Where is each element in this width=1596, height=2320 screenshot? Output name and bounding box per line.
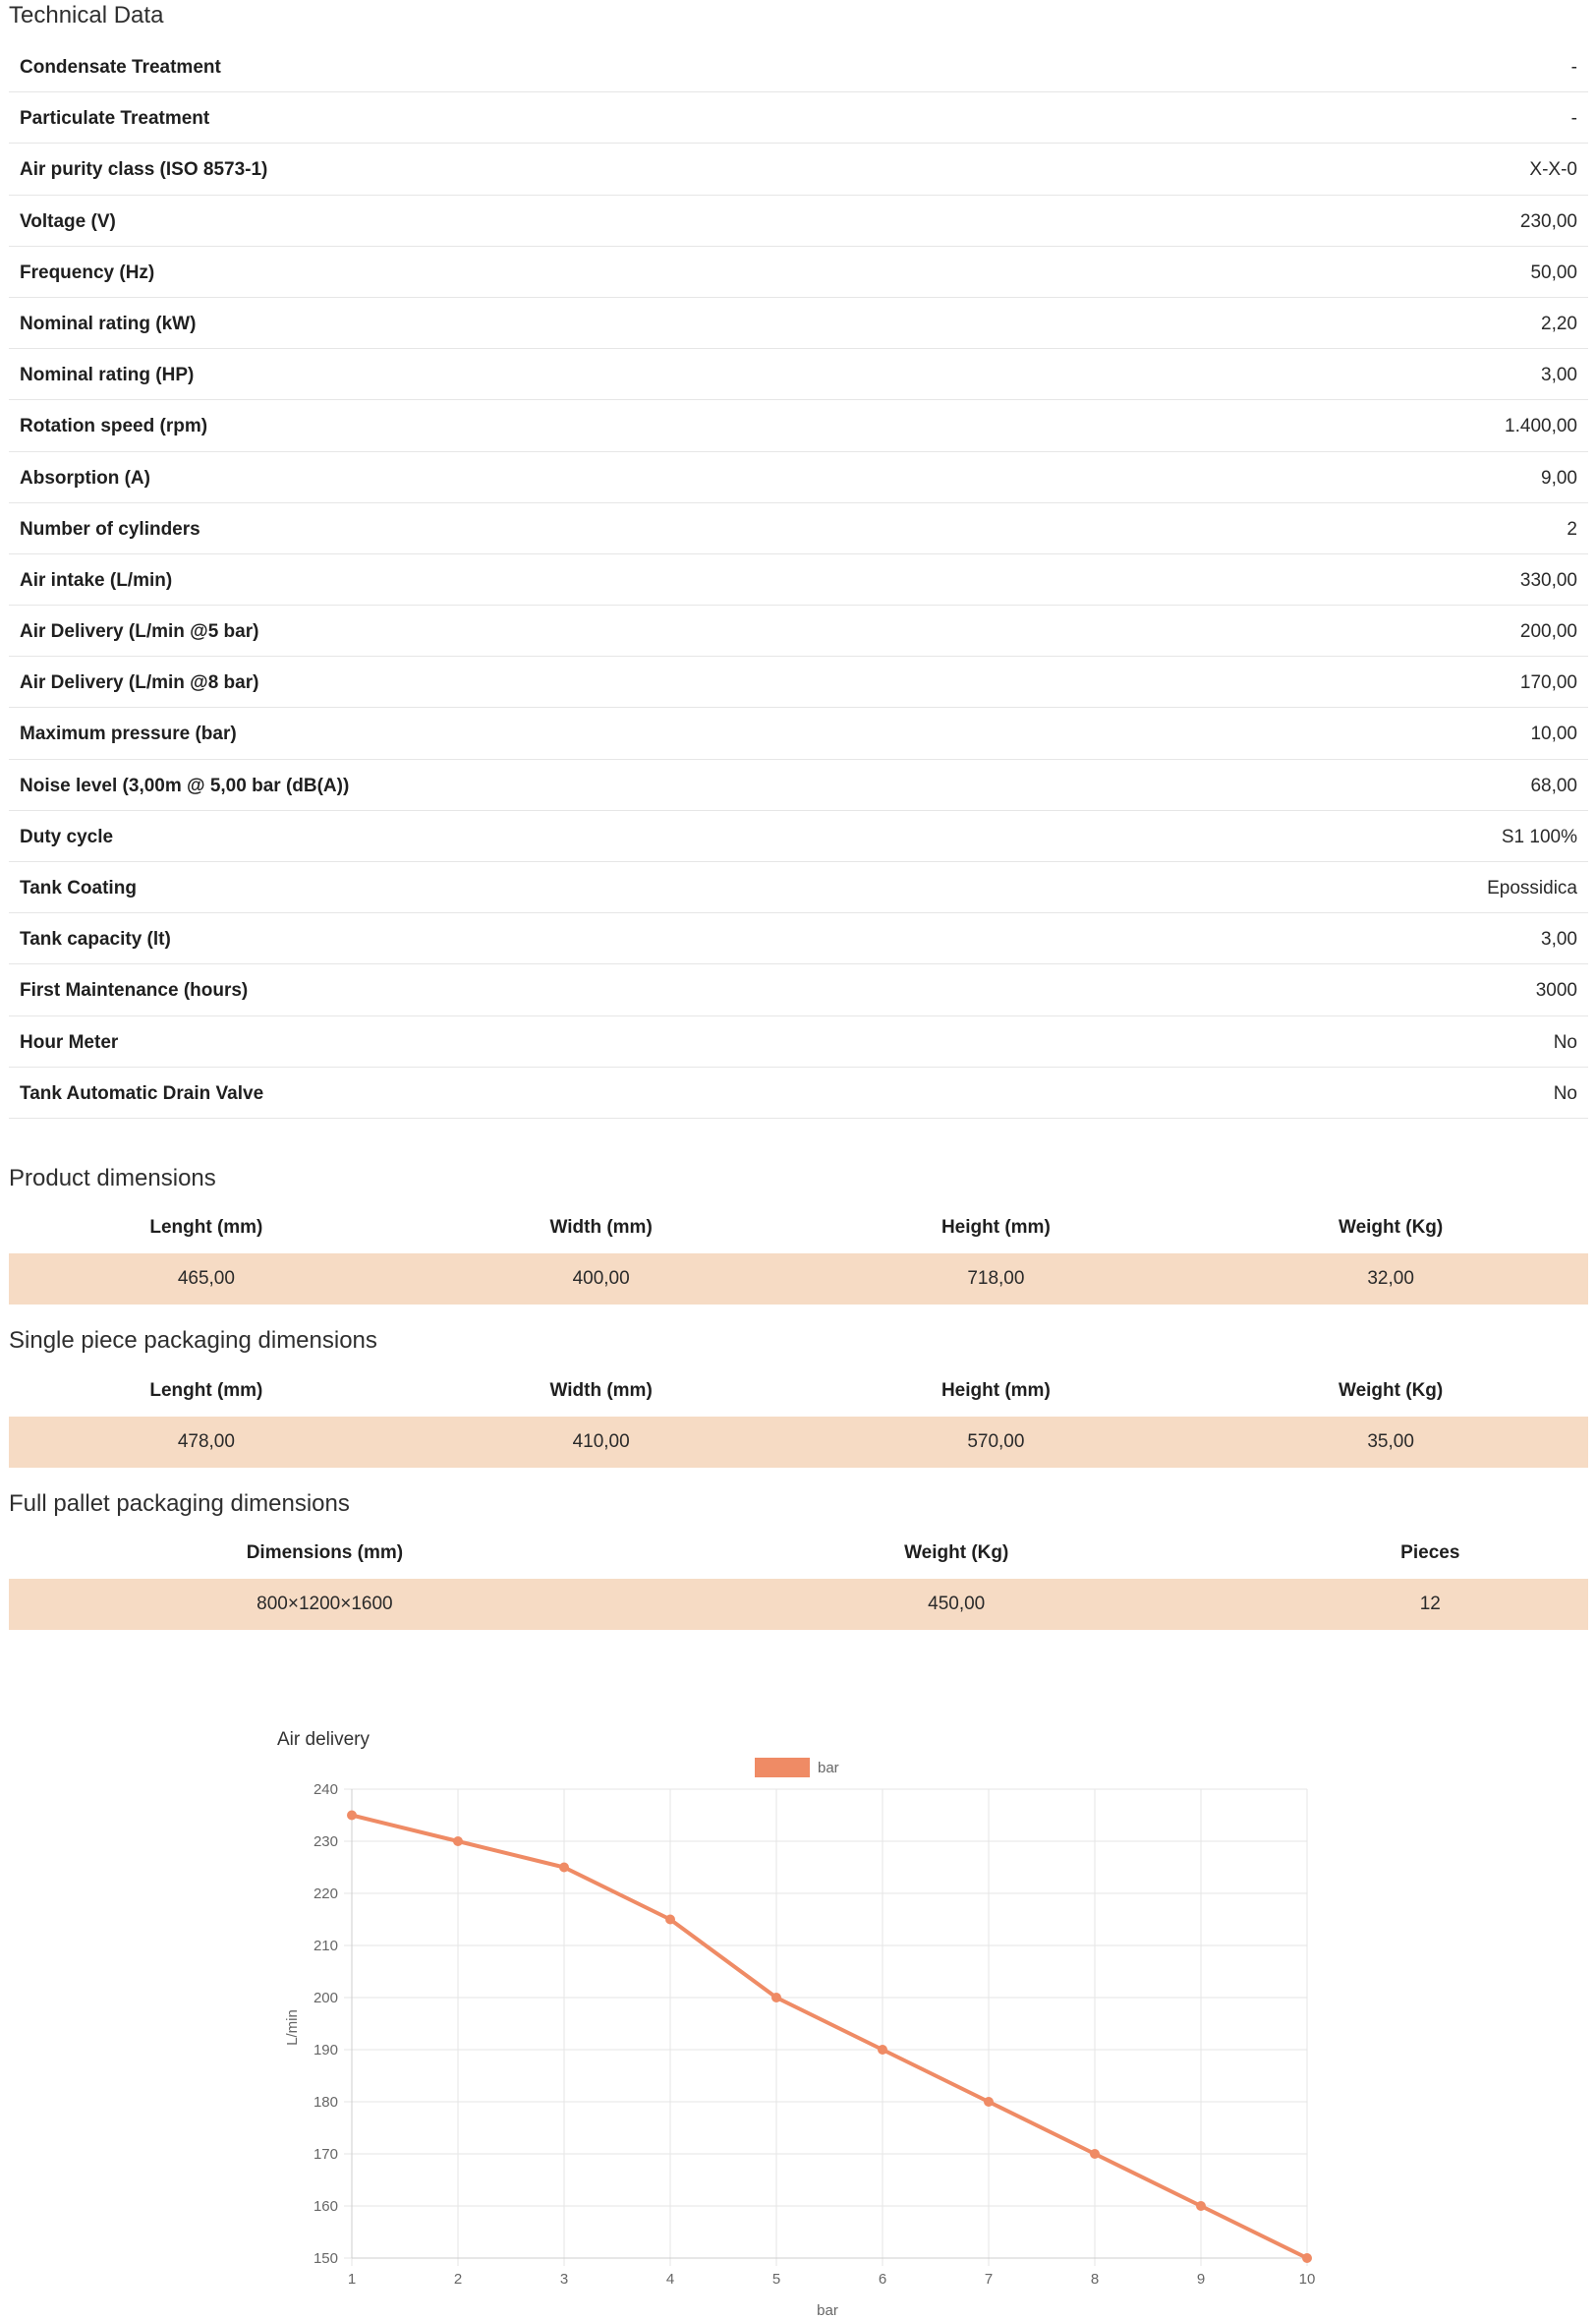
tech-row [9,400,1588,451]
data-point [666,1915,675,1924]
tech-row-label: Tank Automatic Drain Valve [20,1082,264,1104]
legend-label: bar [818,1760,839,1776]
legend-swatch [755,1758,810,1777]
y-tick-label: 200 [313,1990,338,2006]
tech-row-label: Particulate Treatment [20,108,210,130]
tech-row [9,657,1588,708]
x-tick-label: 10 [1298,2271,1316,2288]
tech-row-value: - [1570,57,1577,78]
pallet-dimensions-title: Full pallet packaging dimensions [9,1490,350,1517]
tech-row-label: Air Delivery (L/min @8 bar) [20,672,259,694]
tech-row-label: Hour Meter [20,1031,119,1053]
tech-row-value: No [1553,1082,1577,1104]
pallet-dimensions-header [9,1528,1588,1579]
tech-row-value: 3,00 [1541,365,1577,386]
value-height: 570,00 [967,1431,1025,1452]
y-tick-label: 210 [313,1938,338,1954]
tech-row-value: 50,00 [1530,261,1577,283]
tech-row [9,349,1588,400]
header-pieces: Pieces [1400,1542,1460,1563]
x-tick-label: 5 [771,2271,781,2288]
pallet-dimensions-values [9,1579,1588,1630]
single-pack-dimensions-table [9,1365,1588,1468]
tech-row-label: Air Delivery (L/min @5 bar) [20,621,259,643]
x-tick-label: 1 [347,2271,357,2288]
tech-row-label: Duty cycle [20,826,114,847]
y-tick-label: 220 [313,1885,338,1902]
product-dimensions-title: Product dimensions [9,1165,216,1191]
air-delivery-chart-container [0,1701,1596,2320]
y-tick-label: 190 [313,2042,338,2059]
tech-row-value: 2,20 [1541,313,1577,334]
header-dimensions: Dimensions (mm) [246,1542,404,1563]
x-tick-label: 3 [559,2271,569,2288]
tech-row [9,247,1588,298]
tech-row-label: First Maintenance (hours) [20,980,249,1002]
tech-row-label: Nominal rating (kW) [20,313,197,334]
y-tick-label: 150 [313,2250,338,2267]
x-tick-label: 6 [878,2271,887,2288]
tech-row [9,144,1588,195]
tech-row-value: 2 [1567,518,1577,540]
tech-row-value: 230,00 [1519,210,1577,232]
header-weight: Weight (Kg) [904,1542,1009,1563]
tech-row-label: Absorption (A) [20,467,150,489]
value-length: 478,00 [177,1431,235,1452]
value-width: 410,00 [572,1431,630,1452]
tech-row [9,811,1588,862]
data-point [560,1863,569,1872]
single-pack-dimensions-values [9,1417,1588,1468]
y-tick-label: 170 [313,2146,338,2163]
header-height: Height (mm) [940,1217,1051,1238]
tech-row-label: Maximum pressure (bar) [20,724,237,745]
data-point [348,1811,357,1820]
air-delivery-chart [0,1701,1596,2320]
product-dimensions-header [9,1202,1588,1253]
tech-row-value: 170,00 [1519,672,1577,694]
header-height: Height (mm) [940,1380,1051,1401]
value-width: 400,00 [572,1268,630,1289]
tech-row-label: Condensate Treatment [20,57,221,78]
tech-row [9,41,1588,92]
y-tick-label: 230 [313,1833,338,1850]
tech-row-label: Air purity class (ISO 8573-1) [20,159,268,181]
header-width: Width (mm) [549,1217,653,1238]
product-dimensions-table [9,1202,1588,1305]
value-weight: 450,00 [928,1594,986,1614]
tech-row-value: X-X-0 [1529,159,1577,181]
technical-data-title: Technical Data [9,2,164,29]
tech-row-value: 68,00 [1530,775,1577,796]
value-weight: 35,00 [1367,1431,1414,1452]
tech-row-value: - [1570,108,1577,130]
product-dimensions-values [9,1253,1588,1305]
tech-row-value: S1 100% [1501,826,1577,847]
tech-row [9,452,1588,503]
tech-row [9,1016,1588,1068]
data-point [1303,2254,1312,2263]
tech-row-label: Tank capacity (lt) [20,929,171,951]
tech-row-value: 200,00 [1519,621,1577,643]
y-tick-label: 160 [313,2198,338,2215]
tech-row-value: 330,00 [1519,569,1577,591]
header-width: Width (mm) [549,1380,653,1401]
tech-row-value: 1.400,00 [1505,416,1577,437]
tech-row-value: 9,00 [1541,467,1577,489]
value-height: 718,00 [967,1268,1025,1289]
tech-row [9,964,1588,1015]
data-point [1091,2150,1100,2159]
single-pack-dimensions-title: Single piece packaging dimensions [9,1327,377,1354]
tech-row [9,1068,1588,1119]
x-tick-label: 8 [1090,2271,1100,2288]
tech-row-label: Rotation speed (rpm) [20,416,208,437]
x-axis-label: bar [817,2302,838,2319]
tech-row [9,913,1588,964]
header-length: Lenght (mm) [149,1380,263,1401]
tech-row-value: No [1553,1031,1577,1053]
header-weight: Weight (Kg) [1339,1217,1444,1238]
tech-row [9,708,1588,759]
value-dimensions: 800×1200×1600 [256,1594,393,1614]
series-line [352,1816,1307,2259]
tech-row-label: Nominal rating (HP) [20,365,195,386]
data-point [985,2098,994,2107]
tech-row [9,554,1588,606]
tech-row [9,298,1588,349]
data-point [772,1994,781,2002]
value-pieces: 12 [1419,1594,1441,1614]
tech-row-value: 10,00 [1530,724,1577,745]
tech-row [9,760,1588,811]
x-tick-label: 4 [665,2271,675,2288]
tech-row-label: Number of cylinders [20,518,200,540]
tech-row-label: Air intake (L/min) [20,569,173,591]
tech-row-label: Noise level (3,00m @ 5,00 bar (dB(A)) [20,775,350,796]
tech-row [9,92,1588,144]
y-tick-label: 240 [313,1781,338,1798]
tech-row-value: 3,00 [1541,929,1577,951]
data-point [879,2046,887,2055]
y-axis-label: L/min [284,2009,301,2046]
header-weight: Weight (Kg) [1339,1380,1444,1401]
tech-row-label: Tank Coating [20,878,137,899]
technical-data-table [9,41,1588,1119]
tech-row [9,606,1588,657]
tech-row-label: Frequency (Hz) [20,261,155,283]
header-length: Lenght (mm) [149,1217,263,1238]
tech-row [9,862,1588,913]
x-tick-label: 2 [453,2271,463,2288]
chart-title: Air delivery [277,1729,370,1750]
tech-row [9,196,1588,247]
tech-row-value: Epossidica [1487,878,1577,899]
tech-row-value: 3000 [1535,980,1577,1002]
value-weight: 32,00 [1367,1268,1414,1289]
data-point [1197,2202,1206,2211]
x-tick-label: 9 [1196,2271,1206,2288]
x-tick-label: 7 [984,2271,994,2288]
y-tick-label: 180 [313,2094,338,2111]
data-point [454,1837,463,1846]
value-length: 465,00 [177,1268,235,1289]
single-pack-dimensions-header [9,1365,1588,1417]
tech-row-label: Voltage (V) [20,210,116,232]
tech-row [9,503,1588,554]
pallet-dimensions-table [9,1528,1588,1630]
